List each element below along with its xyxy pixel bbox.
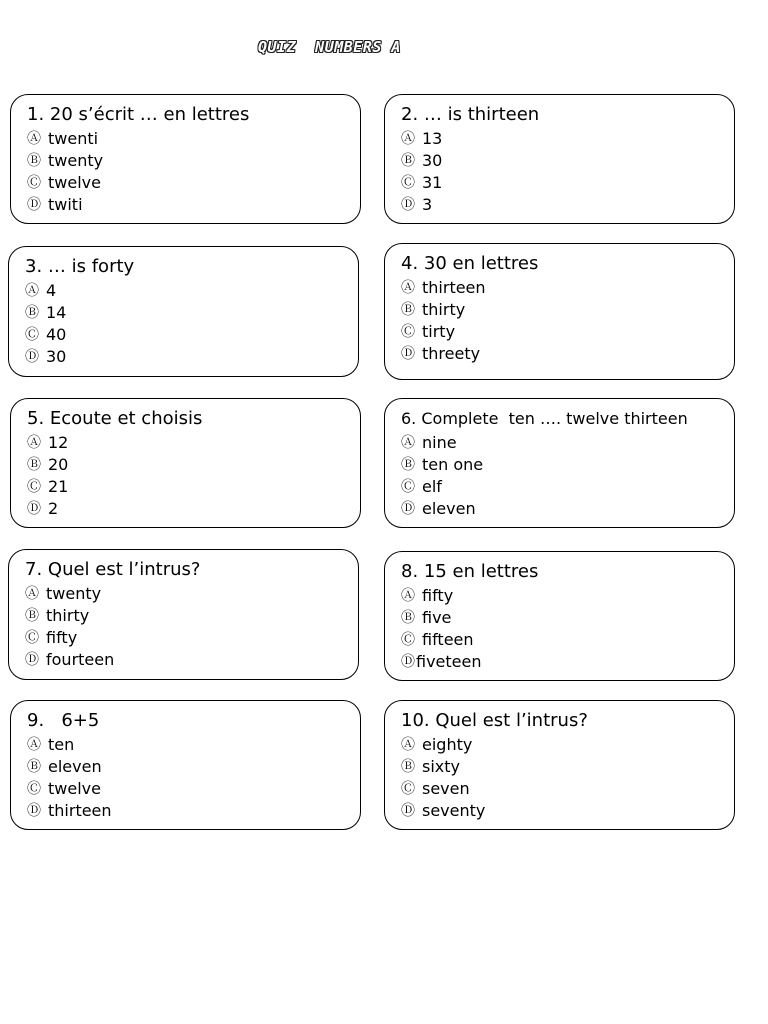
- question-text: 5. Ecoute et choisis: [27, 408, 203, 429]
- option-letter-c: Ⓒ: [401, 175, 415, 191]
- option-text: 3: [422, 194, 433, 214]
- option-d[interactable]: [25, 648, 358, 670]
- option-letter-c: Ⓒ: [25, 327, 39, 343]
- option-b[interactable]: [401, 149, 734, 171]
- option-a[interactable]: [27, 431, 360, 453]
- option-text: elf: [422, 476, 442, 496]
- question-card-8: [384, 551, 735, 681]
- option-text: twelve: [48, 172, 101, 192]
- option-text: 4: [46, 280, 57, 300]
- option-letter-b: Ⓑ: [401, 610, 415, 626]
- option-letter-c: Ⓒ: [401, 324, 415, 340]
- option-d[interactable]: [401, 193, 734, 215]
- option-b[interactable]: [25, 301, 358, 323]
- option-a[interactable]: [401, 584, 734, 606]
- option-text: seven: [422, 778, 470, 798]
- option-letter-d: Ⓓ: [401, 501, 415, 517]
- option-text: 2: [48, 498, 59, 518]
- option-text: five: [422, 607, 452, 627]
- option-letter-d: Ⓓ: [401, 803, 415, 819]
- option-d[interactable]: [27, 497, 360, 519]
- option-letter-a: Ⓐ: [401, 588, 415, 604]
- option-text: fiveteen: [416, 651, 482, 671]
- option-letter-b: Ⓑ: [401, 457, 415, 473]
- question-card-6: [384, 398, 735, 528]
- option-a[interactable]: [27, 733, 360, 755]
- question-text: 10. Quel est l’intrus?: [401, 710, 588, 731]
- option-a[interactable]: [25, 582, 358, 604]
- option-letter-a: Ⓐ: [401, 435, 415, 451]
- option-text: seventy: [422, 800, 486, 820]
- option-text: thirty: [422, 299, 466, 319]
- question-card-7: [8, 549, 359, 680]
- option-text: 12: [48, 432, 69, 452]
- option-d[interactable]: [401, 650, 734, 672]
- question-card-2: [384, 94, 735, 224]
- question-card-9: [10, 700, 361, 830]
- option-c[interactable]: [27, 475, 360, 497]
- option-c[interactable]: [25, 323, 358, 345]
- option-text: thirteen: [422, 277, 486, 297]
- option-text: tirty: [422, 321, 456, 341]
- option-text: 21: [48, 476, 69, 496]
- question-card-3: [8, 246, 359, 377]
- option-d[interactable]: [27, 193, 360, 215]
- option-letter-d: Ⓓ: [25, 652, 39, 668]
- option-letter-c: Ⓒ: [25, 630, 39, 646]
- option-c[interactable]: [27, 777, 360, 799]
- option-letter-d: Ⓓ: [27, 803, 41, 819]
- option-text: nine: [422, 432, 457, 452]
- option-letter-d: Ⓓ: [401, 346, 415, 362]
- option-text: twelve: [48, 778, 101, 798]
- option-b[interactable]: [27, 755, 360, 777]
- option-b[interactable]: [27, 149, 360, 171]
- option-letter-d: Ⓓ: [25, 349, 39, 365]
- option-b[interactable]: [401, 298, 734, 320]
- question-text: 2. … is thirteen: [401, 104, 540, 125]
- option-text: thirty: [46, 605, 90, 625]
- option-text: twenti: [48, 128, 99, 148]
- option-c[interactable]: [27, 171, 360, 193]
- question-card-1: [10, 94, 361, 224]
- option-b[interactable]: [27, 453, 360, 475]
- option-b[interactable]: [401, 453, 734, 475]
- question-text: 3. … is forty: [25, 256, 135, 277]
- option-letter-c: Ⓒ: [401, 632, 415, 648]
- option-letter-b: Ⓑ: [401, 153, 415, 169]
- option-letter-a: Ⓐ: [25, 586, 39, 602]
- option-text: ten: [48, 734, 75, 754]
- option-c[interactable]: [401, 777, 734, 799]
- option-letter-c: Ⓒ: [401, 781, 415, 797]
- option-d[interactable]: [401, 799, 734, 821]
- option-text: thirteen: [48, 800, 112, 820]
- option-b[interactable]: [25, 604, 358, 626]
- question-card-10: [384, 700, 735, 830]
- option-a[interactable]: [401, 733, 734, 755]
- option-letter-b: Ⓑ: [27, 759, 41, 775]
- option-text: eleven: [48, 756, 102, 776]
- option-text: fifteen: [422, 629, 474, 649]
- option-letter-d: Ⓓ: [401, 197, 415, 213]
- option-b[interactable]: [401, 755, 734, 777]
- option-text: twenty: [48, 150, 104, 170]
- option-letter-a: Ⓐ: [27, 435, 41, 451]
- option-text: fourteen: [46, 649, 115, 669]
- option-letter-c: Ⓒ: [27, 479, 41, 495]
- question-card-4: [384, 243, 735, 380]
- option-text: fifty: [422, 585, 454, 605]
- option-letter-d: Ⓓ: [401, 654, 415, 670]
- question-text: 6. Complete ten …. twelve thirteen: [401, 409, 688, 428]
- option-d[interactable]: [401, 342, 734, 364]
- option-c[interactable]: [401, 628, 734, 650]
- option-text: 40: [46, 324, 67, 344]
- question-text: 7. Quel est l’intrus?: [25, 559, 201, 580]
- option-text: fifty: [46, 627, 78, 647]
- option-text: twenty: [46, 583, 102, 603]
- option-a[interactable]: [25, 279, 358, 301]
- option-letter-b: Ⓑ: [401, 302, 415, 318]
- option-text: sixty: [422, 756, 460, 776]
- option-a[interactable]: [401, 431, 734, 453]
- option-letter-b: Ⓑ: [27, 457, 41, 473]
- option-d[interactable]: [401, 497, 734, 519]
- option-c[interactable]: [401, 171, 734, 193]
- question-text: 8. 15 en lettres: [401, 561, 539, 582]
- option-text: 13: [422, 128, 443, 148]
- option-c[interactable]: [25, 626, 358, 648]
- option-d[interactable]: [27, 799, 360, 821]
- option-letter-a: Ⓐ: [27, 737, 41, 753]
- option-a[interactable]: [401, 127, 734, 149]
- option-c[interactable]: [401, 320, 734, 342]
- option-letter-c: Ⓒ: [27, 175, 41, 191]
- option-letter-a: Ⓐ: [401, 280, 415, 296]
- option-letter-a: Ⓐ: [25, 283, 39, 299]
- option-text: 20: [48, 454, 69, 474]
- option-c[interactable]: [401, 475, 734, 497]
- option-letter-d: Ⓓ: [27, 197, 41, 213]
- option-a[interactable]: [401, 276, 734, 298]
- option-letter-a: Ⓐ: [401, 737, 415, 753]
- option-letter-b: Ⓑ: [401, 759, 415, 775]
- question-text: 1. 20 s’écrit … en lettres: [27, 104, 250, 125]
- option-letter-a: Ⓐ: [401, 131, 415, 147]
- question-text: 4. 30 en lettres: [401, 253, 539, 274]
- option-letter-c: Ⓒ: [27, 781, 41, 797]
- option-text: threety: [422, 343, 481, 363]
- option-text: twiti: [48, 194, 83, 214]
- option-text: 31: [422, 172, 443, 192]
- option-text: eleven: [422, 498, 476, 518]
- option-letter-b: Ⓑ: [25, 608, 39, 624]
- option-letter-d: Ⓓ: [27, 501, 41, 517]
- option-a[interactable]: [27, 127, 360, 149]
- option-text: eighty: [422, 734, 473, 754]
- option-text: 30: [46, 346, 67, 366]
- quiz-title: QUIZ NUMBERS A: [258, 38, 401, 56]
- option-text: ten one: [422, 454, 484, 474]
- question-text: 9. 6+5: [27, 710, 100, 731]
- option-letter-b: Ⓑ: [27, 153, 41, 169]
- option-letter-c: Ⓒ: [401, 479, 415, 495]
- option-text: 30: [422, 150, 443, 170]
- option-letter-b: Ⓑ: [25, 305, 39, 321]
- option-b[interactable]: [401, 606, 734, 628]
- option-text: 14: [46, 302, 67, 322]
- option-d[interactable]: [25, 345, 358, 367]
- question-card-5: [10, 398, 361, 528]
- option-letter-a: Ⓐ: [27, 131, 41, 147]
